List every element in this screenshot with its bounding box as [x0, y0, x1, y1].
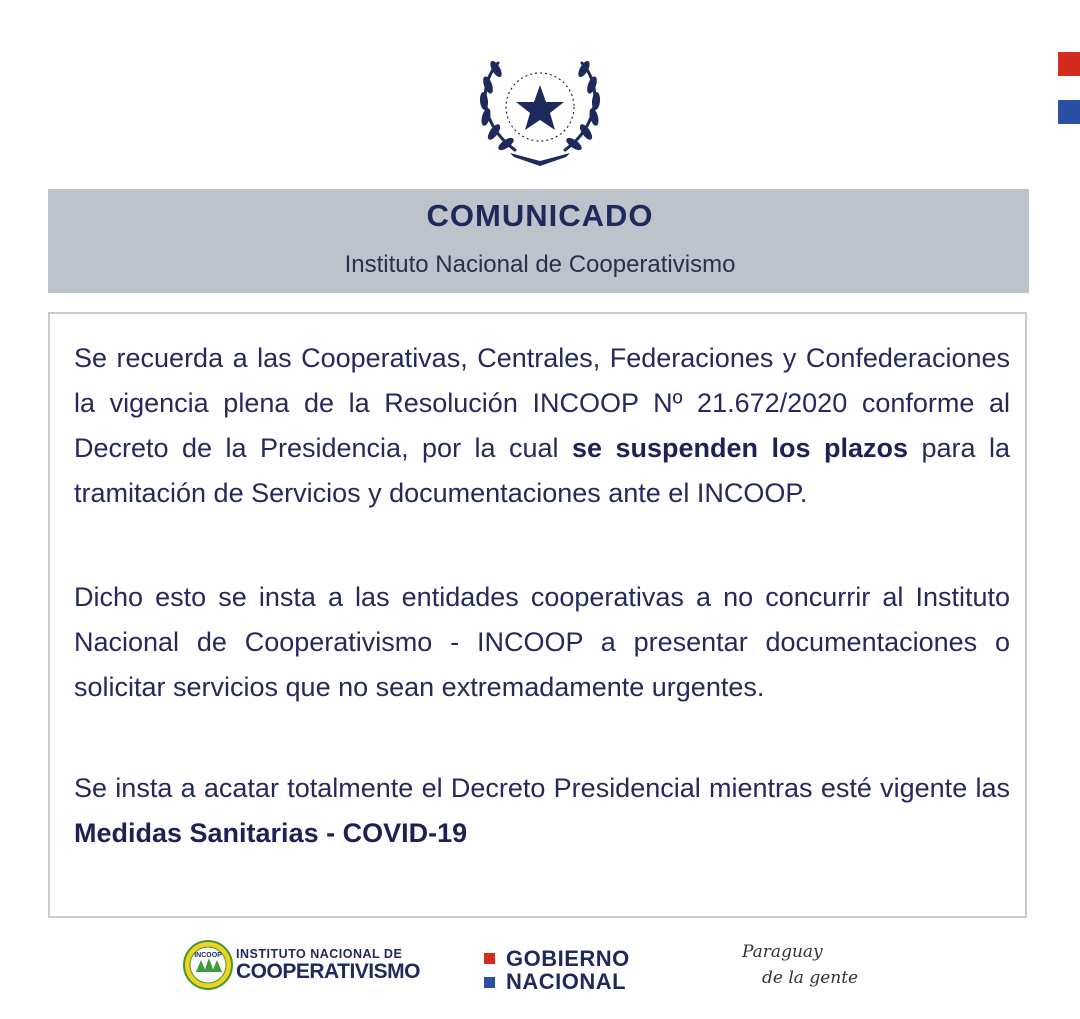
gobierno-logo-line2: NACIONAL — [506, 969, 627, 994]
paragraph-1 — [74, 336, 1010, 516]
star-laurel-seal-icon — [470, 45, 610, 170]
gobierno-blue-square — [484, 977, 495, 988]
incoop-emblem-label: INCOOP — [194, 952, 222, 959]
paragraph-1-text-b: para la tramitación de Servicios y documentaciones ante el INCOOP. — [74, 433, 1011, 508]
flag-red-mark — [1058, 52, 1080, 76]
paraguay-logo-line1: Paraguay — [742, 942, 823, 962]
flag-blue-mark — [1058, 100, 1080, 124]
incoop-emblem-icon — [183, 940, 233, 990]
page-subtitle: Instituto Nacional de Cooperativismo — [344, 251, 736, 278]
incoop-logo-line2: COOPERATIVISMO — [236, 960, 420, 983]
paragraph-2: Dicho esto se insta a las entidades cooperativas a no concurrir al Instituto Nacional de Cooperativismo - INCOOP a presentar documentaciones o solicitar servicios que no sean extremadamente urgentes. — [74, 582, 1010, 702]
paragraph-1-text-a: Se recuerda a las Cooperativas, Centrales, Federaciones y Confederaciones la vigencia plena de la Resolución INCOOP Nº 21.672/2020 conforme al Decreto de la Presidencia, por la cual — [74, 343, 1010, 463]
page-title: COMUNICADO — [426, 198, 654, 233]
gobierno-red-square — [484, 953, 495, 964]
paraguay-logo-line2: de la gente — [762, 968, 859, 988]
gobierno-logo-line1: GOBIERNO — [506, 946, 630, 971]
paragraph-3-text: Se insta a acatar totalmente el Decreto Presidencial mientras esté vigente las — [74, 773, 1010, 803]
paragraph-1-bold: se suspenden los plazos — [572, 433, 909, 463]
paragraph-3-bold: Medidas Sanitarias - COVID-19 — [74, 818, 468, 848]
paragraph-3 — [74, 766, 1010, 856]
incoop-logo-line1: INSTITUTO NACIONAL DE — [236, 947, 403, 961]
